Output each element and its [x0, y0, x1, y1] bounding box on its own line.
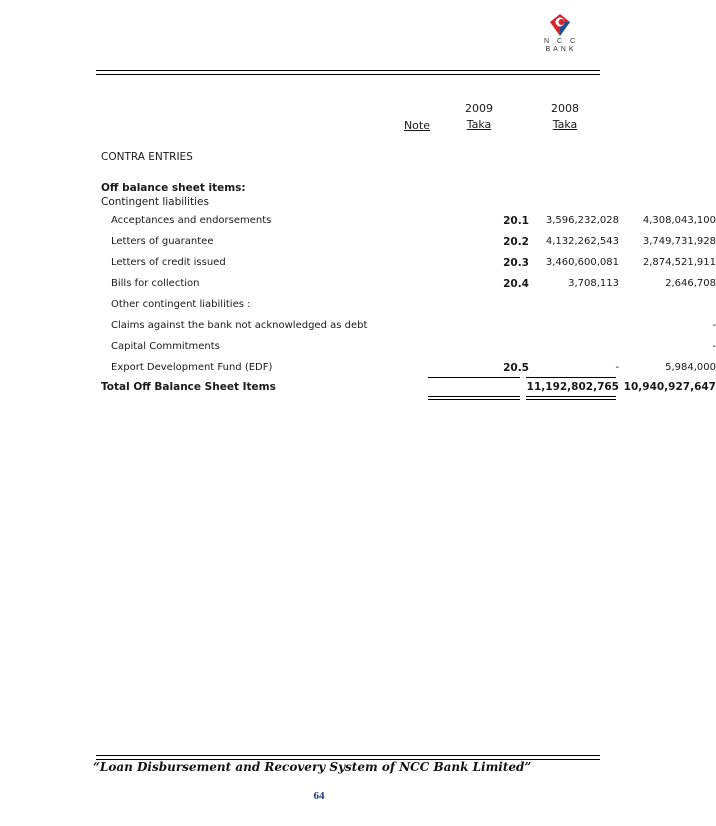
ncc-logo-mark-icon: [549, 12, 571, 38]
group-title: Contingent liabilities: [101, 196, 209, 208]
row-note: 20.4: [503, 278, 529, 290]
header-rule-top: [96, 70, 600, 71]
page-number: 64: [313, 790, 325, 802]
row-note: 20.1: [503, 215, 529, 227]
total-double-line-2008-a: [526, 396, 616, 397]
row-value-2009: 4,132,262,543: [545, 236, 619, 247]
column-2008-unit: Taka: [552, 118, 578, 131]
row-value-2008: 3,749,731,928: [642, 236, 716, 247]
column-2009-unit: Taka: [466, 118, 492, 131]
row-value-2008: 2,646,708: [665, 278, 716, 289]
total-row: [101, 380, 716, 394]
total-value-2008: 10,940,927,647: [623, 381, 716, 393]
column-2008-header: [526, 101, 604, 133]
table-row: [101, 277, 716, 291]
row-value-2009: 3,596,232,028: [545, 215, 619, 226]
table-row: [101, 235, 716, 249]
subtotal-line-2009: [428, 377, 520, 378]
row-note: 20.2: [503, 236, 529, 248]
table-row: [101, 298, 601, 312]
total-double-line-2008-b: [526, 399, 616, 400]
note-column-header: Note: [403, 119, 430, 132]
row-label: Other contingent liabilities :: [111, 299, 251, 310]
footer-rule-top: [96, 755, 600, 756]
ncc-bank-logo: [541, 12, 581, 72]
column-2009-year: 2009: [465, 102, 493, 115]
row-value-2008: 2,874,521,911: [642, 257, 716, 268]
section-title: CONTRA ENTRIES: [101, 151, 193, 163]
row-value-2009: -: [615, 362, 619, 373]
footer-title: “Loan Disbursement and Recovery System of NCC Bank Limited”: [93, 760, 532, 774]
table-row: [101, 214, 716, 228]
table-row: [101, 256, 716, 270]
row-note: 20.3: [503, 257, 529, 269]
row-label: Letters of credit issued: [111, 257, 226, 268]
table-row: [101, 340, 716, 354]
column-2009-header: [440, 101, 518, 133]
table-row: [101, 319, 716, 333]
column-2008-year: 2008: [551, 102, 579, 115]
header-rule-bottom: [96, 74, 600, 75]
row-value-2008: -: [712, 341, 716, 352]
subsection-title: Off balance sheet items:: [101, 182, 246, 194]
total-value-2009: 11,192,802,765: [526, 381, 619, 393]
subtotal-line-2008: [526, 377, 616, 378]
row-label: Export Development Fund (EDF): [111, 362, 273, 373]
total-double-line-2009-a: [428, 396, 520, 397]
row-note: 20.5: [503, 362, 529, 374]
row-label: Letters of guarantee: [111, 236, 214, 247]
row-value-2009: 3,708,113: [568, 278, 619, 289]
table-row: [101, 361, 716, 375]
row-label: Bills for collection: [111, 278, 200, 289]
row-value-2008: 4,308,043,100: [642, 215, 716, 226]
row-value-2008: -: [712, 320, 716, 331]
row-label: Acceptances and endorsements: [111, 215, 272, 226]
row-label: Capital Commitments: [111, 341, 220, 352]
row-label: Claims against the bank not acknowledged as debt: [111, 320, 368, 331]
row-value-2009: 3,460,600,081: [545, 257, 619, 268]
row-value-2008: 5,984,000: [665, 362, 716, 373]
total-label: Total Off Balance Sheet Items: [101, 381, 276, 393]
logo-text: N C C BANK: [543, 38, 579, 53]
total-double-line-2009-b: [428, 399, 520, 400]
